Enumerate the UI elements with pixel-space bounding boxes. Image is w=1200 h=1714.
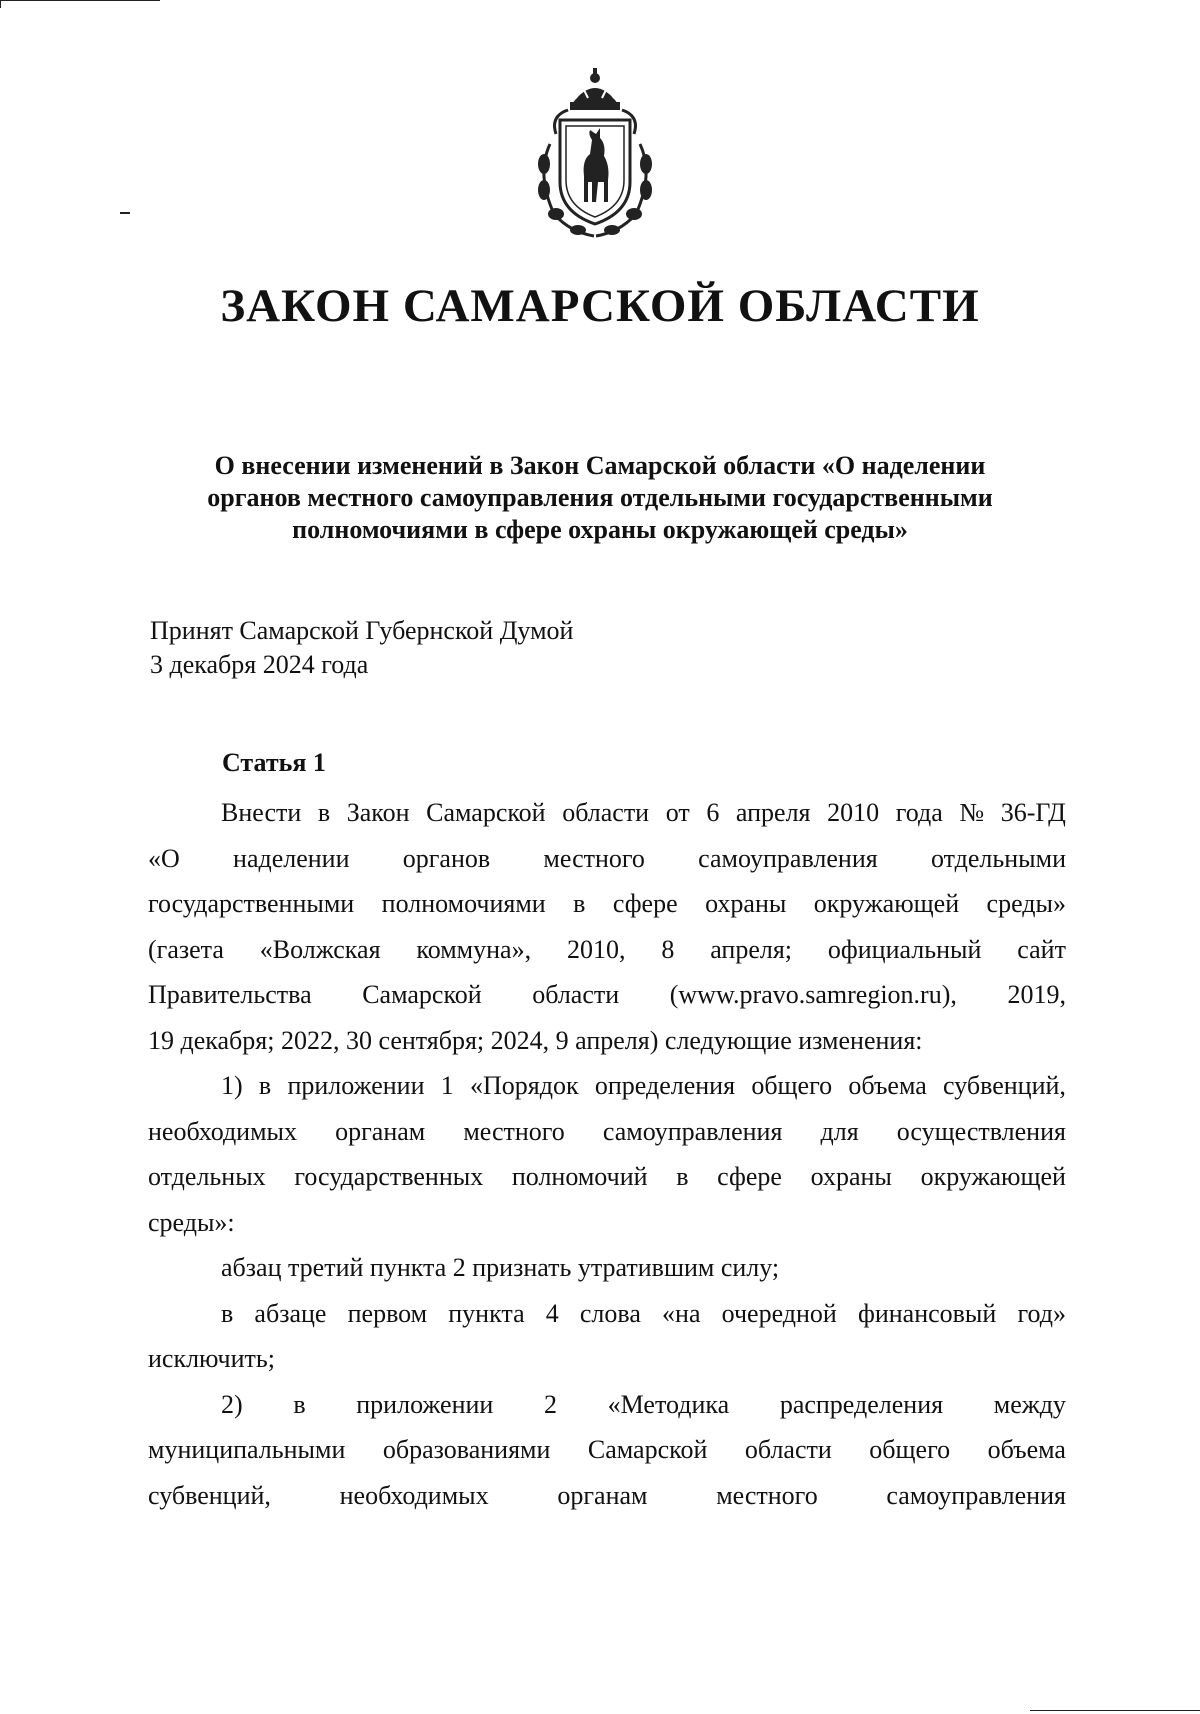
body-word: 2010 [827, 798, 880, 827]
scan-dust-mark [120, 212, 130, 214]
body-line [148, 1473, 1066, 1519]
body-word: Самарской [587, 1435, 708, 1464]
body-line [148, 790, 1066, 836]
body-word: необходимых [148, 1116, 298, 1146]
body-word: распределения [779, 1389, 944, 1419]
body-word: от [665, 798, 690, 827]
body-word: среды» [986, 889, 1066, 918]
body-line [148, 1154, 1066, 1200]
body-word: определения [594, 1071, 736, 1100]
body-word: области [562, 798, 650, 827]
body-word: 2 [543, 1389, 557, 1419]
law-title: ЗАКОН САМАРСКОЙ ОБЛАСТИ [220, 280, 980, 332]
adoption-note [150, 614, 573, 682]
body-word: необходимых [339, 1480, 489, 1510]
body-word: 6 [706, 798, 720, 827]
body-word: в [317, 798, 331, 827]
body-line [148, 1109, 1066, 1155]
body-word: сфере [612, 889, 678, 918]
body-line [148, 1018, 1066, 1064]
body-word: полномочиями [381, 889, 546, 918]
body-word: общего [751, 1071, 833, 1100]
scan-border-mark [1030, 1710, 1200, 1711]
body-word: наделении [233, 843, 350, 873]
body-line [148, 1291, 1066, 1337]
article-body [148, 790, 1066, 1518]
body-word: органам [335, 1116, 426, 1146]
body-word: года [895, 798, 943, 827]
body-word: окружающей [813, 889, 960, 918]
body-word: органам [557, 1480, 648, 1510]
body-word: апреля [735, 798, 811, 827]
body-word: «Порядок [470, 1071, 579, 1100]
body-line [148, 1245, 1066, 1291]
body-line [148, 836, 1066, 882]
body-word: самоуправления [602, 1116, 783, 1146]
subtitle-line: полномочиями в сфере охраны окружающей среды» [292, 515, 908, 544]
body-line [148, 972, 1066, 1018]
body-word: в [293, 1389, 306, 1419]
body-word: сфере [717, 1162, 782, 1191]
body-word: 8 [661, 934, 675, 964]
scan-border-mark [0, 0, 160, 1]
body-word: окружающей [920, 1162, 1066, 1191]
body-word: осуществления [896, 1116, 1066, 1146]
body-word: исключить; [148, 1344, 275, 1373]
coat-of-arms-icon [520, 64, 670, 244]
body-word: 2010, [566, 934, 626, 964]
body-word: Внести [221, 798, 302, 827]
body-word: самоуправления [698, 843, 878, 873]
body-word: очередной [721, 1298, 837, 1328]
body-word: год» [1017, 1298, 1066, 1328]
body-word: охраны [810, 1162, 892, 1191]
body-word: абзац третий пункта 2 признать утратившим силу; [221, 1253, 780, 1282]
body-word: 2019, [1007, 980, 1066, 1009]
body-word: полномочий [511, 1162, 648, 1191]
body-word: официальный [827, 934, 982, 964]
body-word: объема [848, 1071, 927, 1100]
body-word: финансовый [857, 1298, 997, 1328]
body-word: 4 [545, 1298, 559, 1328]
body-word: пункта [448, 1298, 525, 1328]
body-word: слова [579, 1298, 641, 1328]
adopted-by: Принят Самарской Губернской Думой [150, 616, 574, 645]
body-line [148, 1336, 1066, 1382]
scan-border-mark [0, 0, 1, 8]
body-word: апреля; [710, 934, 793, 964]
body-word: в [676, 1162, 689, 1191]
body-word: отдельными [930, 843, 1066, 873]
body-word: первом [347, 1298, 428, 1328]
body-word: Самарской [362, 980, 482, 1009]
body-word: охраны [705, 889, 787, 918]
body-word: № [959, 798, 985, 827]
body-line [148, 1382, 1066, 1428]
body-word: объема [987, 1435, 1066, 1464]
body-line [148, 927, 1066, 973]
body-word: приложении [287, 1071, 425, 1100]
body-word: самоуправления [886, 1480, 1066, 1510]
body-word: 36-ГД [1000, 798, 1066, 827]
body-word: «Методика [607, 1389, 730, 1419]
body-word: органов [402, 843, 491, 873]
body-word: местного [463, 1116, 565, 1146]
body-word: коммуна», [416, 934, 532, 964]
body-word: общего [869, 1435, 951, 1464]
body-word: абзаце [254, 1298, 327, 1328]
body-word: 19 декабря; 2022, 30 сентября; 2024, 9 апреля) следующие изменения: [148, 1025, 923, 1055]
body-word: 2) [221, 1389, 243, 1419]
law-subtitle [130, 450, 1070, 546]
body-word: среды»: [148, 1207, 235, 1237]
article-heading: Статья 1 [222, 748, 326, 777]
body-word: 1 [440, 1071, 454, 1100]
body-word: Закон [346, 798, 410, 827]
body-word: Самарской [426, 798, 546, 827]
body-word: Правительства [148, 980, 312, 1009]
subtitle-line: органов местного самоуправления отдельными государственными [207, 483, 993, 512]
body-word: в [258, 1071, 272, 1100]
body-line [148, 1200, 1066, 1246]
body-word: между [993, 1389, 1066, 1419]
body-word: отдельных [148, 1162, 266, 1191]
body-word: «О [148, 843, 180, 873]
body-word: в [221, 1298, 234, 1328]
body-word: субвенций, [943, 1071, 1066, 1100]
body-word: муниципальными [148, 1435, 346, 1464]
body-line [148, 1427, 1066, 1473]
body-word: для [820, 1116, 859, 1146]
body-word: (газета [148, 934, 224, 964]
body-word: сайт [1017, 934, 1066, 964]
body-word: (www.pravo.samregion.ru), [669, 980, 957, 1009]
body-line [148, 881, 1066, 927]
adoption-date: 3 декабря 2024 года [150, 650, 369, 679]
subtitle-line: О внесении изменений в Закон Самарской области «О наделении [214, 451, 986, 480]
body-line [148, 1063, 1066, 1109]
body-word: местного [716, 1480, 818, 1510]
body-word: 1) [221, 1071, 243, 1100]
body-word: субвенций, [148, 1480, 271, 1510]
body-word: государственными [148, 889, 355, 918]
body-word: государственных [294, 1162, 484, 1191]
body-word: в [573, 889, 586, 918]
body-word: «на [662, 1298, 701, 1328]
body-word: местного [543, 843, 645, 873]
body-word: области [744, 1435, 832, 1464]
body-word: области [532, 980, 620, 1009]
body-word: «Волжская [259, 934, 381, 964]
body-word: образованиями [382, 1435, 551, 1464]
body-word: приложении [356, 1389, 494, 1419]
